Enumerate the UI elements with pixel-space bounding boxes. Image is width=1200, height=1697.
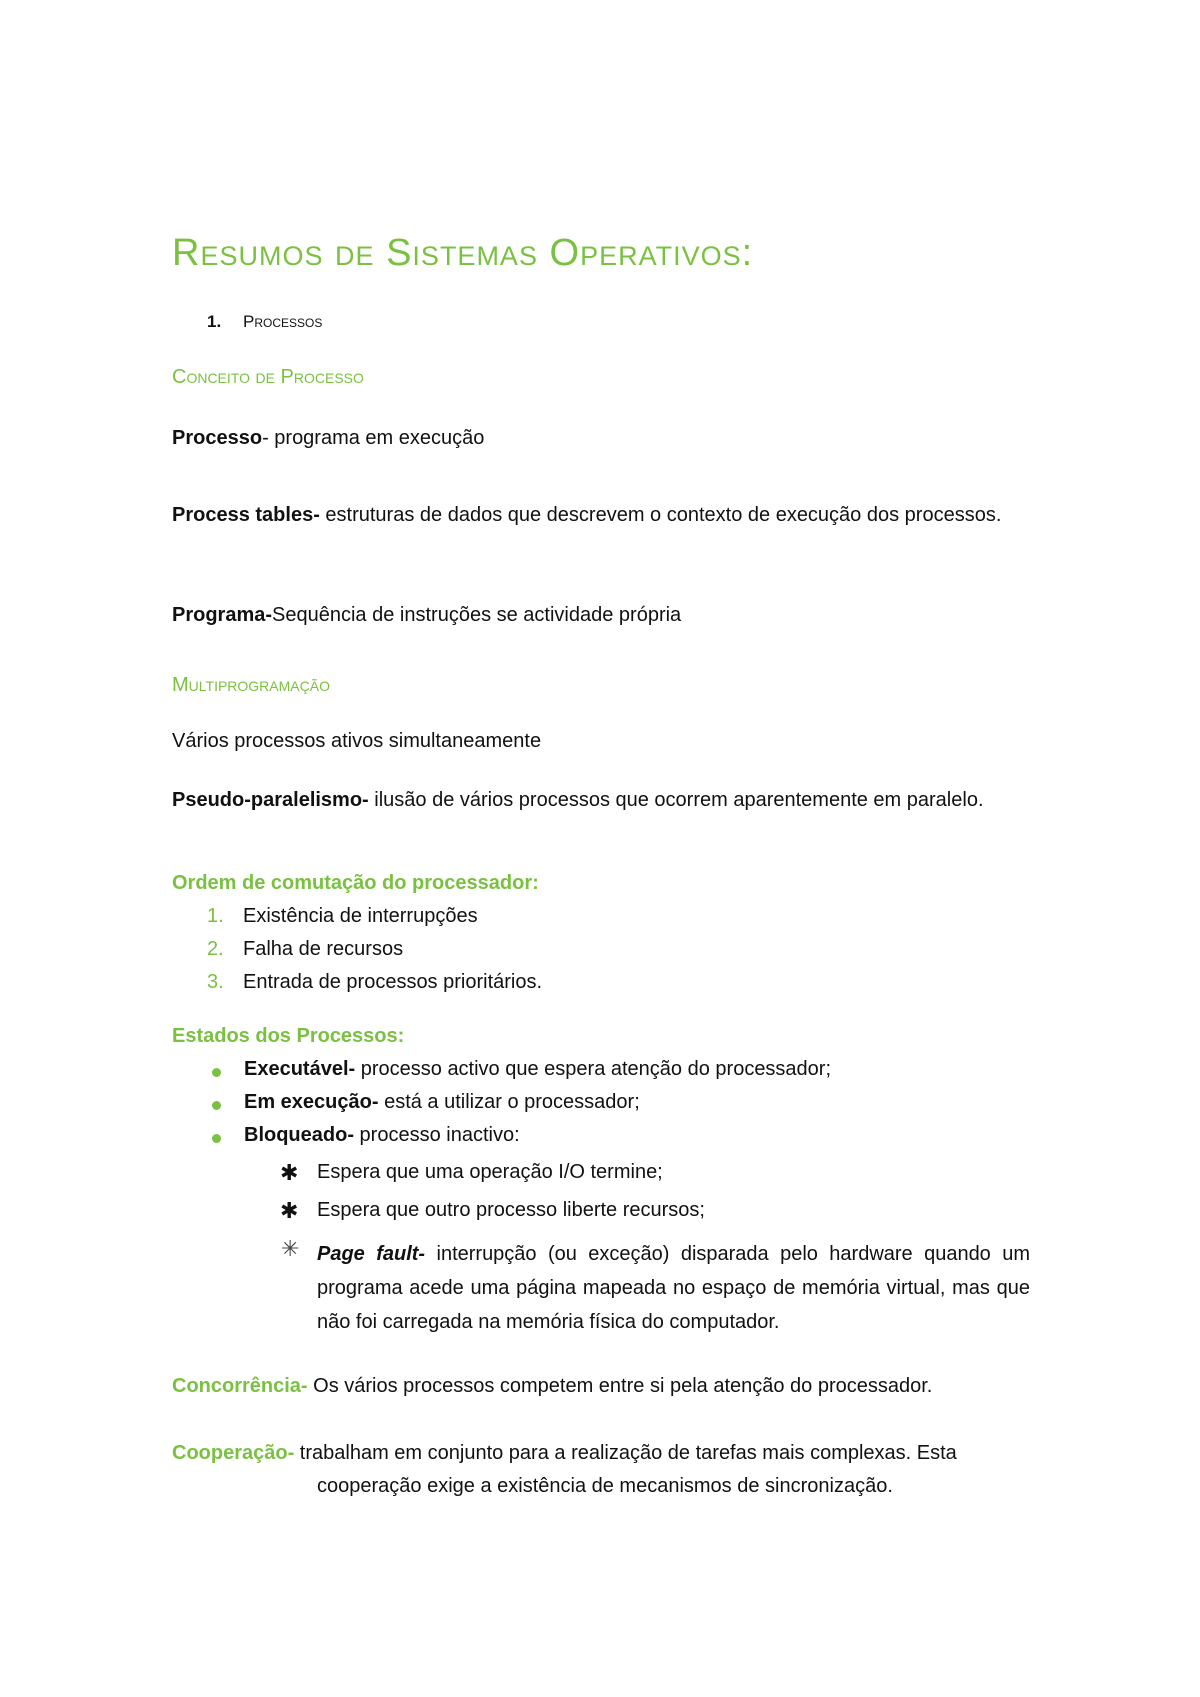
page-fault-term: Page fault- <box>317 1243 426 1265</box>
bullet-icon <box>212 1134 221 1143</box>
definition-pseudo-paralelismo <box>172 784 1026 816</box>
asterisk-bullet-icon: ✳ <box>281 1236 300 1261</box>
ordem-item-1 <box>207 905 478 928</box>
estado-text: processo inactivo: <box>354 1124 520 1146</box>
definition-process-tables <box>172 493 1024 537</box>
section-label: Processos <box>243 312 323 331</box>
bloqueado-item-1: Espera que uma operação I/O termine; <box>317 1161 663 1183</box>
definition-processo <box>172 427 484 450</box>
definition-cooperacao <box>172 1442 957 1465</box>
text-pseudo: ilusão de vários processos que ocorrem aparentemente em paralelo. <box>368 789 984 811</box>
asterisk-bullet-icon: ✱ <box>280 1160 299 1185</box>
ordem-number: 2. <box>207 938 224 960</box>
term-programa: Programa- <box>172 604 273 626</box>
estado-item-bloqueado <box>244 1124 520 1147</box>
ordem-number: 1. <box>207 905 224 927</box>
ordem-text: Existência de interrupções <box>243 905 478 927</box>
term-pseudo: Pseudo-paralelismo- <box>172 789 369 811</box>
term-concorrencia: Concorrência- <box>172 1375 308 1397</box>
ordem-item-3 <box>207 971 542 994</box>
asterisk-bullet-icon: ✱ <box>280 1198 299 1223</box>
heading-estados: Estados dos Processos: <box>172 1025 405 1047</box>
bullet-icon <box>212 1101 221 1110</box>
page-title: Resumos de Sistemas Operativos: <box>172 232 754 274</box>
paragraph-varios: Vários processos ativos simultaneamente <box>172 730 542 752</box>
section-number: 1. <box>207 312 222 331</box>
ordem-text: Falha de recursos <box>243 938 404 960</box>
text-processo: - programa em execução <box>262 427 485 449</box>
text-process-tables: estruturas de dados que descrevem o contexto de execução dos processos. <box>319 504 1002 526</box>
heading-multiprogramacao: Multiprogramação <box>172 674 330 696</box>
page-fault-text: interrupção (ou exceção) disparada pelo hardware quando um programa acede uma página mapeada no espaço de memória virtual, mas que não foi carregada na memória física do computador. <box>317 1243 1030 1333</box>
bullet-icon <box>212 1068 221 1077</box>
text-programa: Sequência de instruções se actividade própria <box>272 604 682 626</box>
estado-term: Em execução- <box>244 1091 379 1113</box>
estado-term: Executável- <box>244 1058 356 1080</box>
ordem-number: 3. <box>207 971 224 993</box>
heading-conceito: Conceito de Processo <box>172 366 364 388</box>
term-process-tables: Process tables- <box>172 504 320 526</box>
text-cooperacao: trabalham em conjunto para a realização de tarefas mais complexas. Esta <box>294 1442 957 1464</box>
bloqueado-item-page-fault <box>317 1237 1030 1339</box>
estado-term: Bloqueado- <box>244 1124 354 1146</box>
definition-concorrencia <box>172 1375 932 1398</box>
definition-cooperacao-continuation: cooperação exige a existência de mecanismos de sincronização. <box>317 1475 893 1497</box>
ordem-text: Entrada de processos prioritários. <box>243 971 543 993</box>
estado-item-executavel <box>244 1058 831 1081</box>
estado-item-em-execucao <box>244 1091 640 1114</box>
section-list-item <box>207 312 322 332</box>
heading-ordem: Ordem de comutação do processador: <box>172 872 539 894</box>
term-cooperacao: Cooperação- <box>172 1442 295 1464</box>
estado-text: está a utilizar o processador; <box>378 1091 640 1113</box>
term-processo: Processo <box>172 427 263 449</box>
estado-text: processo activo que espera atenção do processador; <box>355 1058 832 1080</box>
definition-programa <box>172 604 681 627</box>
bloqueado-item-2: Espera que outro processo liberte recursos; <box>317 1199 705 1221</box>
text-concorrencia: Os vários processos competem entre si pela atenção do processador. <box>307 1375 933 1397</box>
ordem-item-2 <box>207 938 403 961</box>
